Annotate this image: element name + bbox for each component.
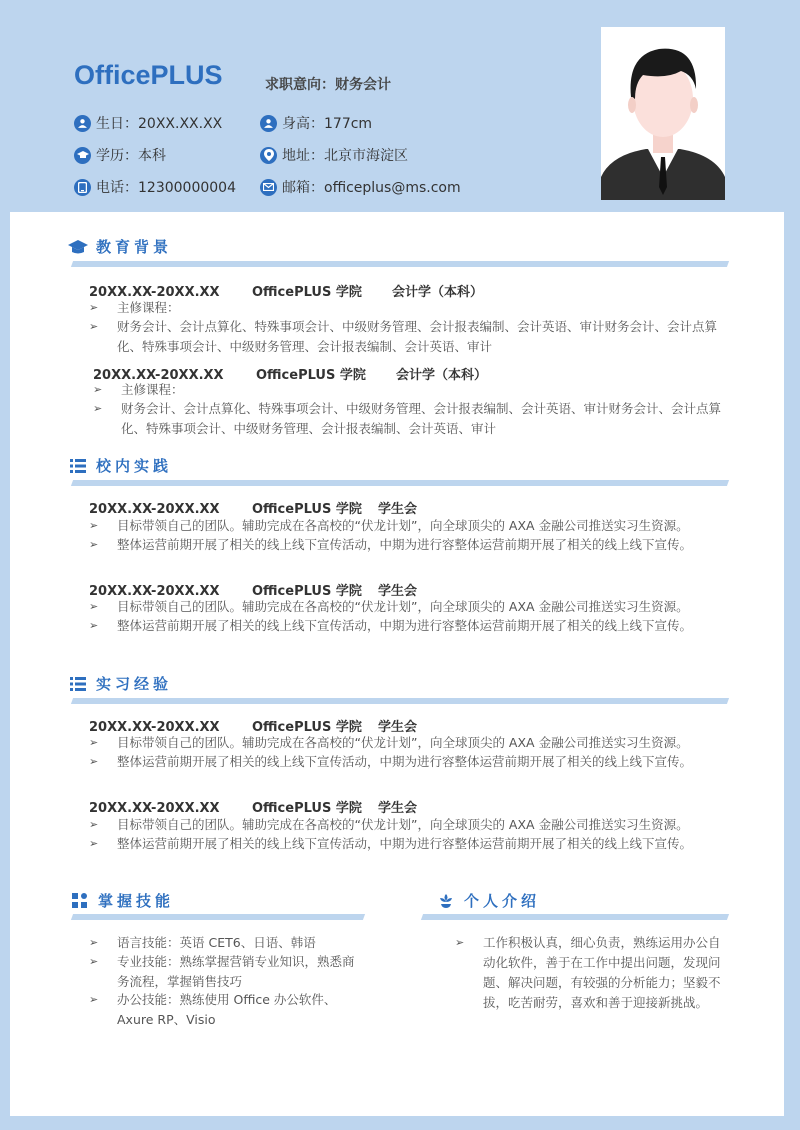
entry-date: 20XX.XX-20XX.XX (93, 368, 224, 383)
section-about-label: 个人介绍 (464, 892, 541, 910)
graduation-cap-icon (74, 147, 91, 164)
entry-role: 学生会 (378, 584, 418, 599)
arrow-icon: ➢ (89, 600, 99, 613)
profile-photo (601, 27, 725, 200)
list-item: ➢ 主修课程： (93, 380, 729, 400)
location-pin-icon (260, 147, 277, 164)
section-title-about (436, 890, 540, 911)
entry-org: OfficePLUS 学院 (252, 285, 362, 300)
list-item: ➢ 办公技能：熟练使用 Office 办公软件、Axure RP、Visio (89, 990, 359, 1030)
graduation-cap-icon (68, 239, 88, 255)
info-phone (74, 177, 236, 197)
arrow-icon: ➢ (89, 955, 99, 968)
entry-role: 会计学（本科） (396, 368, 488, 383)
list-item: ➢ 整体运营前期开展了相关的线上线下宣传活动，中期为进行容整体运营前期开展了相关的线上线下宣传。 (89, 616, 749, 636)
list-item: ➢ 语言技能：英语 CET6、日语、韩语 (89, 933, 359, 953)
list-item: ➢ 整体运营前期开展了相关的线上线下宣传活动，中期为进行容整体运营前期开展了相关的线上线下宣传。 (89, 834, 749, 854)
person-icon (260, 115, 277, 132)
email-text: 邮箱：officeplus@ms.com (282, 180, 461, 196)
list-item: ➢ 工作积极认真，细心负责，熟练运用办公自动化软件，善于在工作中提出问题，发现问题、解决问题，有较强的分析能力；坚毅不拔，吃苦耐劳，喜欢和善于迎接新挑战。 (455, 933, 723, 1013)
entry-role: 学生会 (378, 502, 418, 517)
entry-org: OfficePLUS 学院 (252, 584, 362, 599)
arrow-icon: ➢ (89, 619, 99, 632)
list-item: ➢ 目标带领自己的团队。辅助完成在各高校的“伏龙计划”，向全球顶尖的 AXA 金融公司推送实习生资源。 (89, 733, 749, 753)
entry-role: 会计学（本科） (392, 285, 484, 300)
address-text: 地址：北京市海淀区 (282, 148, 408, 164)
brand-name: OfficePLUS (74, 60, 223, 90)
phone-text: 电话：12300000004 (96, 180, 236, 196)
entry-role: 学生会 (378, 801, 418, 816)
entry-date: 20XX.XX-20XX.XX (89, 285, 220, 300)
person-icon (74, 115, 91, 132)
arrow-icon: ➢ (89, 538, 99, 551)
section-title-education (68, 236, 172, 257)
section-divider (71, 698, 729, 704)
arrow-icon: ➢ (89, 818, 99, 831)
section-divider (71, 914, 365, 920)
section-title-skills (70, 890, 174, 911)
height-text: 身高：177cm (282, 116, 373, 132)
list-icon (68, 458, 88, 474)
header-band (0, 0, 800, 212)
list-item: ➢ 财务会计、会计点算化、特殊事项会计、中级财务管理、会计报表编制、会计英语、审计财务会计、会计点算化、特殊事项会计、中级财务管理、会计报表编制、会计英语、审计 (93, 399, 729, 439)
arrow-icon: ➢ (89, 936, 99, 949)
arrow-icon: ➢ (93, 402, 103, 415)
section-divider (421, 914, 729, 920)
arrow-icon: ➢ (89, 519, 99, 532)
list-item: ➢ 目标带领自己的团队。辅助完成在各高校的“伏龙计划”，向全球顶尖的 AXA 金融公司推送实习生资源。 (89, 597, 749, 617)
arrow-icon: ➢ (89, 993, 99, 1006)
info-email (260, 177, 461, 197)
info-birthday (74, 113, 222, 133)
education-text: 学历：本科 (96, 148, 166, 164)
arrow-icon: ➢ (93, 383, 103, 396)
entry-org: OfficePLUS 学院 (252, 502, 362, 517)
info-address (260, 145, 408, 165)
entry-org: OfficePLUS 学院 (256, 368, 366, 383)
list-item: ➢ 主修课程： (89, 298, 729, 318)
section-divider (71, 261, 729, 267)
section-title-intern (68, 673, 172, 694)
entry-org: OfficePLUS 学院 (252, 801, 362, 816)
grid-icon (70, 893, 90, 909)
entry-date: 20XX.XX-20XX.XX (89, 584, 220, 599)
mail-icon (260, 179, 277, 196)
list-item: ➢ 整体运营前期开展了相关的线上线下宣传活动，中期为进行容整体运营前期开展了相关的线上线下宣传。 (89, 752, 749, 772)
arrow-icon: ➢ (89, 301, 99, 314)
flower-icon (436, 893, 456, 909)
info-education (74, 145, 166, 165)
phone-icon (74, 179, 91, 196)
info-height (260, 113, 372, 133)
arrow-icon: ➢ (89, 837, 99, 850)
section-title-campus (68, 455, 172, 476)
arrow-icon: ➢ (455, 936, 465, 949)
section-campus-label: 校内实践 (96, 457, 173, 475)
list-item: ➢ 专业技能：熟练掌握营销专业知识，熟悉商务流程，掌握销售技巧 (89, 952, 359, 992)
list-icon (68, 676, 88, 692)
entry-role: 学生会 (378, 720, 418, 735)
entry-date: 20XX.XX-20XX.XX (89, 801, 220, 816)
list-item: ➢ 目标带领自己的团队。辅助完成在各高校的“伏龙计划”，向全球顶尖的 AXA 金融公司推送实习生资源。 (89, 516, 749, 536)
entry-date: 20XX.XX-20XX.XX (89, 502, 220, 517)
list-item: ➢ 整体运营前期开展了相关的线上线下宣传活动，中期为进行容整体运营前期开展了相关的线上线下宣传。 (89, 535, 749, 555)
entry-heading (89, 498, 417, 517)
job-intent: 求职意向：财务会计 (265, 77, 391, 93)
arrow-icon: ➢ (89, 736, 99, 749)
entry-date: 20XX.XX-20XX.XX (89, 720, 220, 735)
section-intern-label: 实习经验 (96, 675, 173, 693)
arrow-icon: ➢ (89, 755, 99, 768)
arrow-icon: ➢ (89, 320, 99, 333)
list-item: ➢ 财务会计、会计点算化、特殊事项会计、中级财务管理、会计报表编制、会计英语、审计财务会计、会计点算化、特殊事项会计、中级财务管理、会计报表编制、会计英语、审计 (89, 317, 729, 357)
entry-org: OfficePLUS 学院 (252, 720, 362, 735)
section-skills-label: 掌握技能 (98, 892, 175, 910)
birthday-text: 生日：20XX.XX.XX (96, 116, 223, 132)
bottom-band (0, 1116, 800, 1130)
entry-heading (89, 797, 417, 816)
section-education-label: 教育背景 (96, 238, 173, 256)
section-divider (71, 480, 729, 486)
list-item: ➢ 目标带领自己的团队。辅助完成在各高校的“伏龙计划”，向全球顶尖的 AXA 金融公司推送实习生资源。 (89, 815, 749, 835)
